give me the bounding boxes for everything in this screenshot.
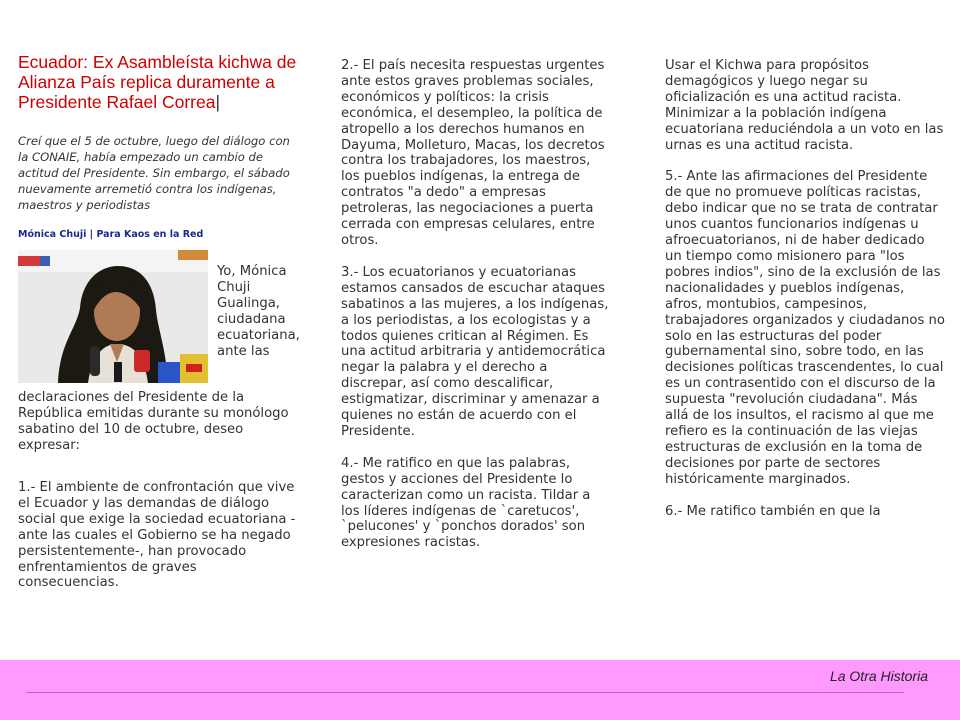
paragraph-6: 6.- Me ratifico también en que la: [665, 503, 881, 519]
author-photo: [18, 250, 208, 383]
footer-label: La Otra Historia: [829, 668, 928, 684]
paragraph-3: 3.- Los ecuatorianos y ecuatorianas estamos cansados de escuchar ataques sabatinos a las mujeres, a los indígenas, a los periodistas, a los ecologistas y a todos quienes critican al Régimen. Es una actitud arbitraria y antidemocrática negar la palabra y el derecho a discrepar, así como descalificar, estigmatizar, discriminar y amenazar a quienes no están de acuerdo con el Presidente.: [341, 264, 609, 439]
footer-divider: [26, 692, 904, 693]
column-3: [665, 58, 945, 535]
text-cursor: |: [215, 91, 221, 112]
paragraph-1: 1.- El ambiente de confrontación que vive el Ecuador y las demandas de diálogo social que exige la sociedad ecuatoriana - ante las cuales el Gobierno se ha negado persistentemente-, han provocado enfrentamientos de graves consecuencias.: [18, 480, 296, 591]
intro-beside-photo: Yo, Mónica Chuji Gualinga, ciudadana ecuatoriana, ante las: [217, 264, 300, 359]
article-headline: Ecuador: Ex Asambleísta kichwa de Alianza País replica duramente a Presidente Rafael Correa|: [18, 51, 297, 112]
paragraph-4-cont: Usar el Kichwa para propósitos demagógicos y luego negar su oficialización es una actitud racista. Minimizar a la población indígena ecuatoriana reduciéndola a un voto en las urnas es una actitud racista.: [665, 58, 944, 153]
column-2: [341, 58, 613, 567]
article-lead: Creí que el 5 de octubre, luego del diálogo con la CONAIE, había empezado un cambio de actitud del Presidente. Sin embargo, el sábado nuevamente arremetió contra los indígenas, maestros y periodistas: [18, 134, 290, 212]
intro-continued: declaraciones del Presidente de la República emitidas durante su monólogo sabatino del 10 de octubre, deseo expresar:: [18, 390, 289, 453]
paragraph-2: 2.- El país necesita respuestas urgentes ante estos graves problemas sociales, económicos y políticos: la crisis económica, el desempleo, la política de atropello a los derechos humanos en Dayuma, Molleturo, Macas, los decretos contra los trabajadores, los maestros, los pueblos indígenas, la entrega de contratos "a dedo" a empresas petroleras, las negociaciones a puerta cerrada con empresas celulares, entre otros.: [341, 58, 605, 248]
paragraph-4: 4.- Me ratifico en que las palabras, gestos y acciones del Presidente lo caracterizan como un racista. Tildar a los líderes indígenas de `caretucos', `pelucones' y `ponchos dorados' son expresiones racistas.: [341, 455, 591, 551]
paragraph-5: 5.- Ante las afirmaciones del Presidente de que no promueve políticas racistas, debo indicar que no se trata de contratar unos cuantos funcionarios indígenas u afroecuatorianos, ni de haber dedicado un tiempo como misionero para "los pobres indios", sino de la exclusión de las nacionalidades y pueblos indígenas, afros, montubios, campesinos, trabajadores organizados y ciudadanos no solo en las estructuras del poder gubernamental sino, sobre todo, en las decisiones políticas trascendentes, lo cual es un contrasentido con el discurso de la supuesta "revolución ciudadana". Más allá de los insultos, el racismo al que me refiero es la continuación de las viejas estructuras de exclusión en la toma de decisiones por parte de sectores históricamente marginados.: [665, 169, 945, 487]
article-byline: Mónica Chuji | Para Kaos en la Red: [18, 229, 204, 240]
footer-band: [0, 660, 960, 720]
